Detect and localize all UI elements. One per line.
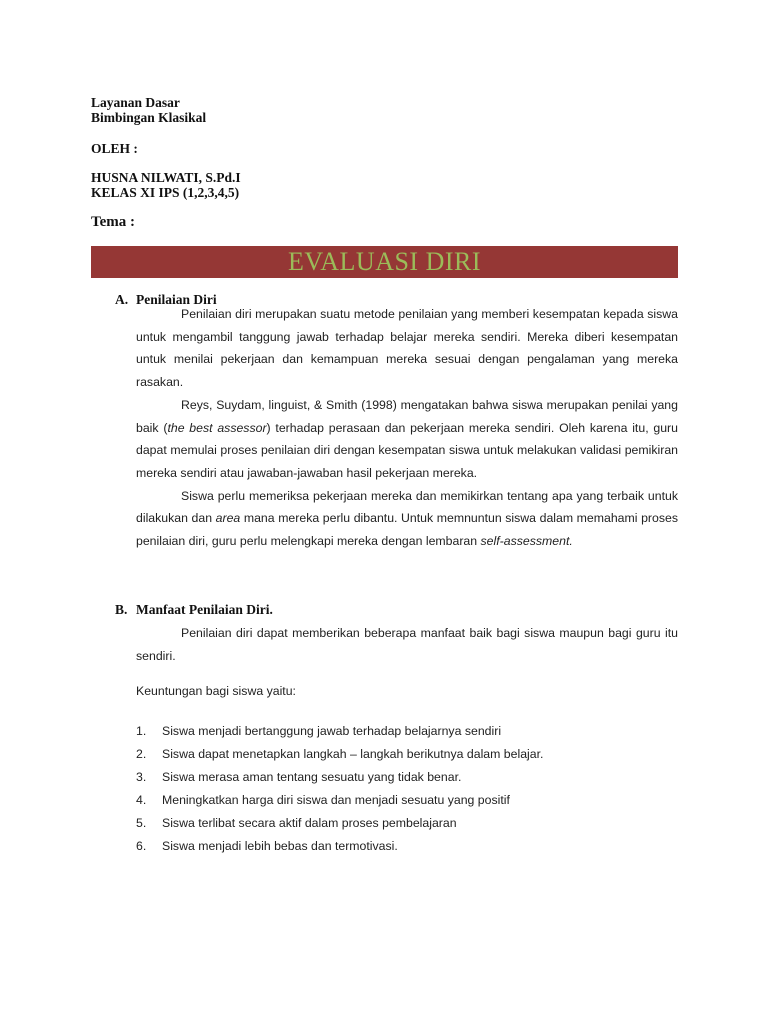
section-b-letter: B.	[115, 602, 128, 617]
header-line-bimbingan: Bimbingan Klasikal	[91, 110, 207, 125]
banner-title: EVALUASI DIRI	[287, 247, 482, 276]
section-b-paragraph-1: Penilaian diri dapat memberikan beberapa manfaat baik bagi siswa maupun bagi guru itu sendiri.	[136, 626, 678, 663]
list-item-text: Siswa dapat menetapkan langkah – langkah berikutnya dalam belajar.	[162, 747, 544, 761]
p2-text-a: Reys, Suydam, linguist, & Smith (1998) mengatakan bahwa siswa merupakan penilai yang baik (	[136, 397, 678, 435]
list-item-text: Siswa menjadi lebih bebas dan termotivasi.	[162, 839, 398, 853]
keuntungan-label: Keuntungan bagi siswa yaitu:	[136, 684, 296, 698]
benefit-list	[136, 722, 543, 860]
section-a-letter: A.	[115, 292, 129, 307]
section-b-heading	[115, 602, 273, 618]
section-a-body	[136, 303, 678, 553]
list-item	[136, 791, 543, 814]
list-item-number: 3.	[136, 770, 147, 784]
p3-emphasis-self-assessment: self-assessment.	[480, 534, 573, 549]
list-item	[136, 722, 543, 745]
list-item-number: 2.	[136, 747, 147, 761]
p3-text-b: mana mereka perlu dibantu. Untuk memnuntun siswa dalam memahami proses penilaian diri, guru perlu melengkapi mereka dengan lembaran	[136, 511, 678, 549]
p3-text-a: Siswa perlu memeriksa pekerjaan mereka dan memikirkan tentang apa yang terbaik untuk dilakukan dan	[136, 488, 678, 526]
p2-text-b: ) terhadap perasaan dan pekerjaan mereka sendiri. Oleh karena itu, guru dapat memulai proses penilaian diri dengan kesempatan siswa untuk melakukan validasi pemikiran mereka sendiri atau jawaban-jawaban hasil pekerjaan mereka.	[136, 420, 678, 480]
header-tema: Tema :	[91, 214, 136, 230]
header-line-layanan: Layanan Dasar	[91, 95, 180, 110]
list-item-number: 5.	[136, 816, 147, 830]
section-a-paragraph-2	[136, 394, 678, 485]
header-kelas: KELAS XI IPS (1,2,3,4,5)	[91, 185, 240, 200]
section-b-title: Manfaat Penilaian Diri.	[136, 602, 273, 617]
section-b-body	[136, 622, 678, 667]
list-item	[136, 768, 543, 791]
list-item-number: 1.	[136, 724, 147, 738]
list-item-text: Meningkatkan harga diri siswa dan menjadi sesuatu yang positif	[162, 793, 510, 807]
title-banner	[91, 246, 678, 278]
list-item	[136, 837, 543, 860]
section-a-title: Penilaian Diri	[136, 292, 217, 307]
list-item-text: Siswa terlibat secara aktif dalam proses pembelajaran	[162, 816, 457, 830]
list-item-text: Siswa menjadi bertanggung jawab terhadap belajarnya sendiri	[162, 724, 502, 738]
section-a-paragraph-1: Penilaian diri merupakan suatu metode penilaian yang memberi kesempatan kepada siswa untuk mengambil tanggung jawab terhadap belajar mereka sendiri. Mereka diberi kesempatan untuk menilai pekerjaan dan kemampuan mereka sesuai dengan pengalaman yang mereka rasakan.	[136, 307, 678, 390]
list-item-text: Siswa merasa aman tentang sesuatu yang tidak benar.	[162, 770, 462, 784]
p2-emphasis: the best assessor	[167, 420, 267, 435]
header-oleh: OLEH :	[91, 141, 138, 156]
list-item-number: 4.	[136, 793, 147, 807]
list-item	[136, 745, 543, 768]
p3-emphasis-area: area	[215, 511, 241, 526]
list-item	[136, 814, 543, 837]
list-item-number: 6.	[136, 839, 147, 853]
header-author: HUSNA NILWATI, S.Pd.I	[91, 170, 241, 185]
section-a-paragraph-3	[136, 485, 678, 553]
